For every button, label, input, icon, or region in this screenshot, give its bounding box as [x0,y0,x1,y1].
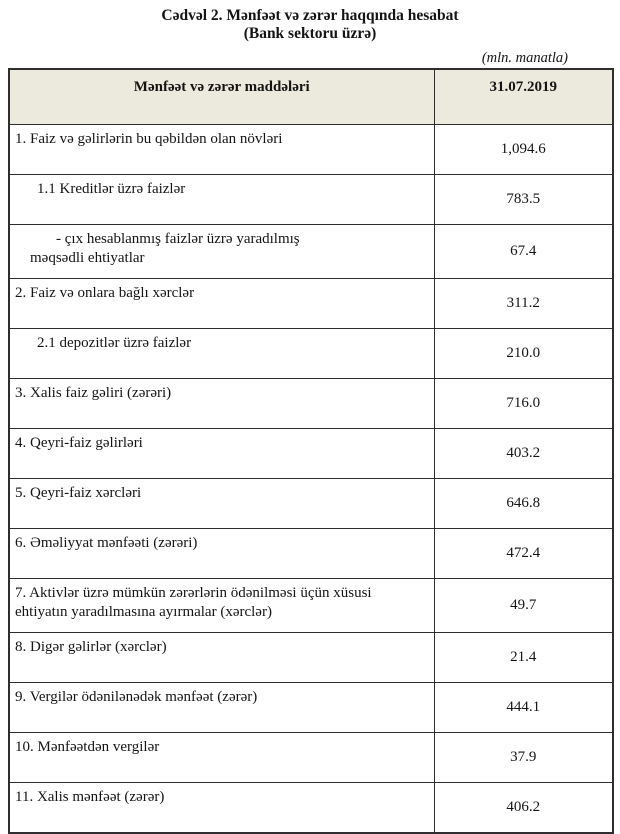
row-value: 646.8 [434,479,613,529]
row-value: 21.4 [434,633,613,683]
table-row [9,225,613,279]
row-label-line: 9. Vergilər ödənilənədək mənfəət (zərər) [15,689,258,705]
row-label [9,175,434,225]
table-row [9,175,613,225]
row-label-line: 3. Xalis faiz gəliri (zərəri) [15,385,172,401]
row-label [9,683,434,733]
table-row [9,329,613,379]
table-row [9,125,613,175]
row-label-line: 2. Faiz və onlara bağlı xərclər [15,285,195,301]
row-label [9,579,434,633]
row-label-line: 2.1 depozitlər üzrə faizlər [37,335,192,351]
row-label [9,479,434,529]
row-label [9,125,434,175]
table-row [9,633,613,683]
row-label-line: 5. Qeyri-faiz xərcləri [15,485,142,501]
document-title: Cədvəl 2. Mənfəət və zərər haqqında hesabat [161,7,459,24]
row-value: 37.9 [434,733,613,783]
row-label [9,279,434,329]
row-label [9,329,434,379]
row-label-line: - çıx hesablanmış faizlər üzrə yaradılmış [56,231,300,247]
row-value: 311.2 [434,279,613,329]
row-label [9,783,434,834]
row-label-line: 1. Faiz və gəlirlərin bu qəbildən olan növləri [15,131,283,147]
row-value: 1,094.6 [434,125,613,175]
row-label-line: 8. Digər gəlirlər (xərclər) [15,639,167,655]
row-label [9,379,434,429]
row-label-line: ehtiyatın yaradılmasına ayırmalar (xərclər) [15,604,272,620]
row-label [9,733,434,783]
header-label-cell: Mənfəət və zərər maddələri [9,69,434,125]
table-row [9,783,613,834]
row-value: 716.0 [434,379,613,429]
header-date-cell: 31.07.2019 [434,69,613,125]
row-value: 406.2 [434,783,613,834]
table-row [9,479,613,529]
row-label-line: məqsədli ehtiyatlar [30,250,145,266]
row-label-line: 11. Xalis mənfəət (zərər) [15,789,165,805]
unit-note: (mln. manatla) [481,50,568,66]
row-value: 403.2 [434,429,613,479]
table-row [9,279,613,329]
row-value: 210.0 [434,329,613,379]
report-table [8,68,614,834]
row-label [9,633,434,683]
row-label-line: 7. Aktivlər üzrə mümkün zərərlərin ödənilməsi üçün xüsusi [15,585,372,601]
table-row [9,683,613,733]
table-header-row [9,69,613,125]
row-label-line: 4. Qeyri-faiz gəlirləri [15,435,143,451]
table-row [9,579,613,633]
table-row [9,379,613,429]
table-row [9,429,613,479]
row-label [9,429,434,479]
document-subtitle: (Bank sektoru üzrə) [243,25,377,42]
table-row [9,733,613,783]
table-body [9,125,613,834]
row-label [9,225,434,279]
row-value: 444.1 [434,683,613,733]
row-value: 49.7 [434,579,613,633]
row-value: 67.4 [434,225,613,279]
row-value: 783.5 [434,175,613,225]
row-label-line: 6. Əməliyyat mənfəəti (zərəri) [15,535,198,551]
table-row [9,529,613,579]
row-value: 472.4 [434,529,613,579]
row-label-line: 10. Mənfəətdən vergilər [15,739,160,755]
title-block [0,0,620,43]
row-label [9,529,434,579]
row-label-line: 1.1 Kreditlər üzrə faizlər [37,181,186,197]
